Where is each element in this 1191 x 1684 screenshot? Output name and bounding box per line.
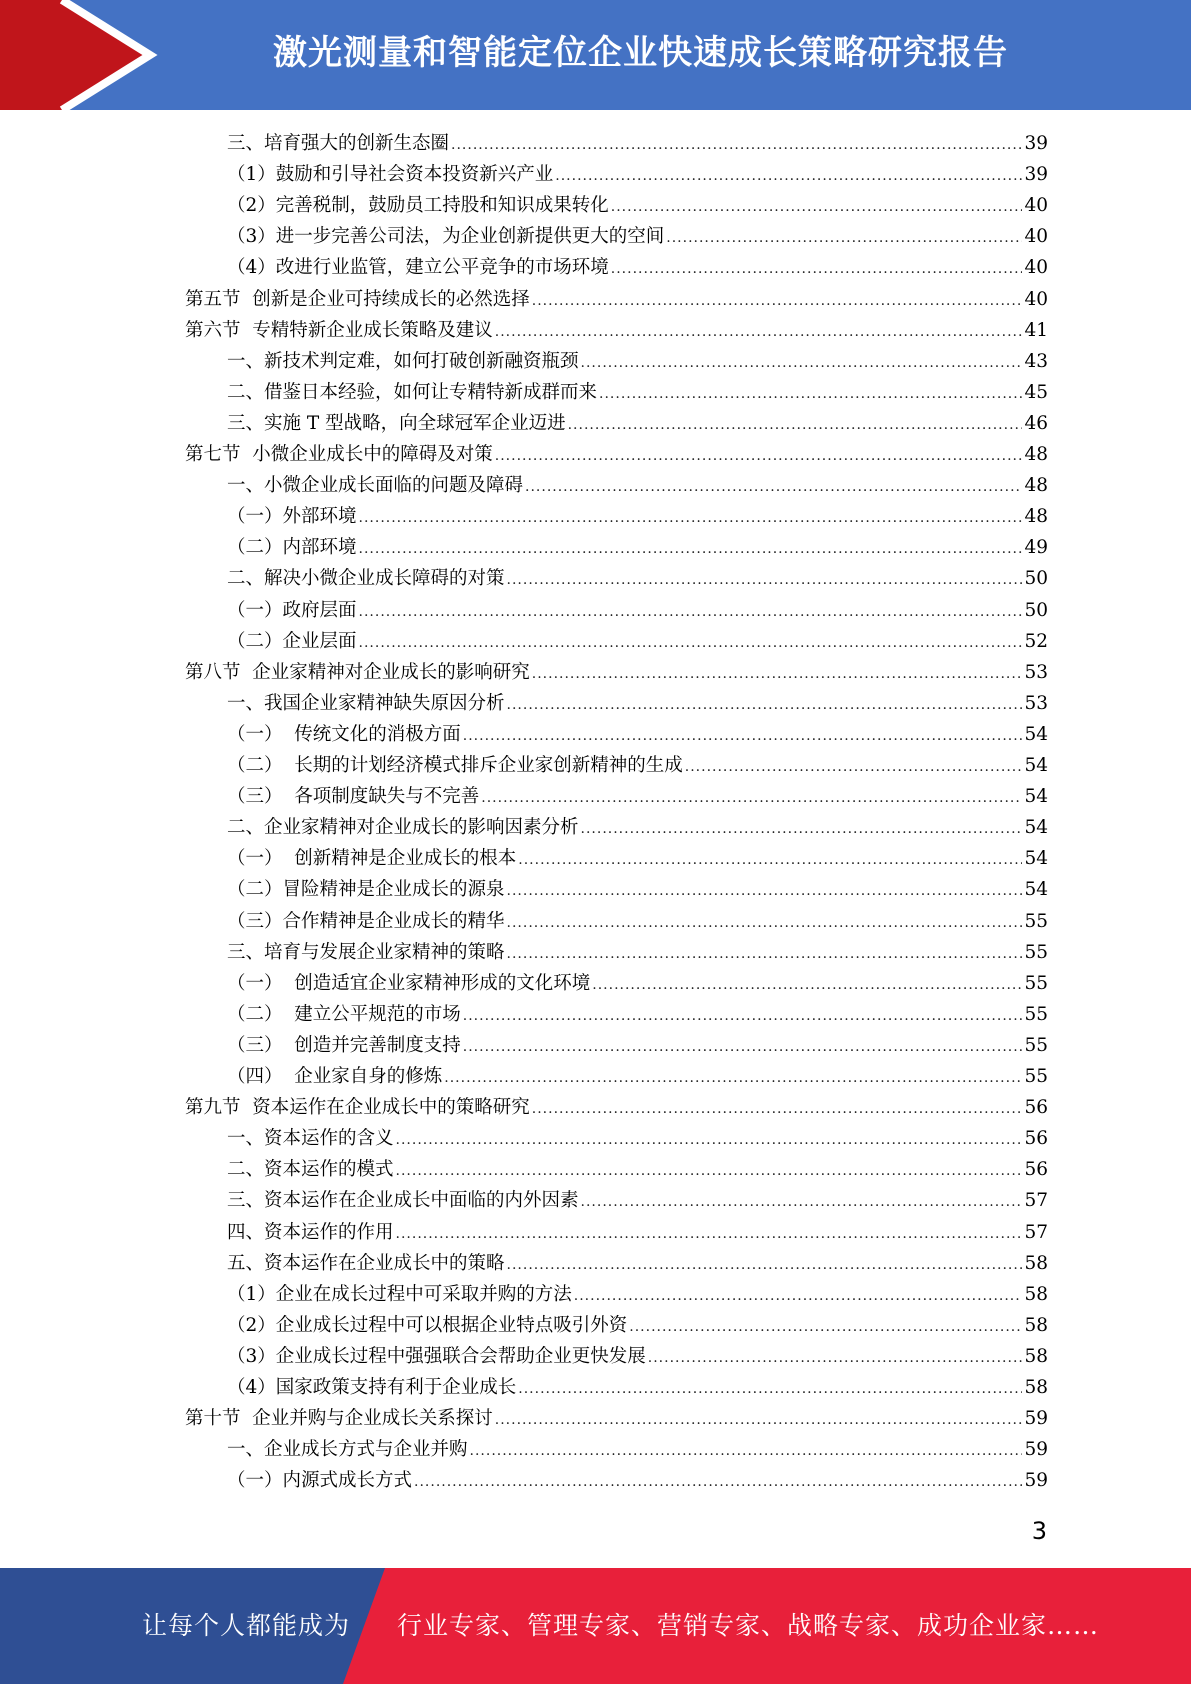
- toc-dot-leader: [507, 1250, 1023, 1281]
- toc-entry[interactable]: [227, 1434, 1048, 1465]
- toc-entry[interactable]: [227, 874, 1048, 905]
- toc-entry-title: 三、实施 T 型战略，向全球冠军企业迈进: [227, 412, 566, 434]
- toc-entry[interactable]: [227, 719, 1048, 750]
- toc-entry[interactable]: [227, 532, 1048, 563]
- toc-entry[interactable]: [185, 439, 1048, 470]
- toc-dot-leader: [581, 348, 1023, 379]
- toc-entry-title: （3）进一步完善公司法，为企业创新提供更大的空间: [227, 226, 665, 248]
- toc-entry[interactable]: [185, 657, 1048, 688]
- toc-dot-leader: [581, 814, 1023, 845]
- page-header: [0, 0, 1191, 110]
- toc-entry-title: （2）企业成长过程中可以根据企业特点吸引外资: [227, 1314, 628, 1336]
- toc-entry[interactable]: [227, 1030, 1048, 1061]
- toc-entry[interactable]: [185, 315, 1048, 346]
- toc-entry[interactable]: [227, 1279, 1048, 1310]
- toc-entry-title: 第七节 小微企业成长中的障碍及对策: [185, 444, 493, 465]
- toc-entry[interactable]: [227, 626, 1048, 657]
- page-footer: [0, 1568, 1191, 1684]
- toc-entry-page: 40: [1024, 257, 1048, 279]
- toc-entry-page: 45: [1024, 381, 1048, 403]
- toc-entry[interactable]: [227, 1154, 1048, 1185]
- toc-dot-leader: [481, 783, 1022, 814]
- toc-entry-page: 48: [1024, 444, 1048, 465]
- footer-slogan: 让每个人都能成为: [142, 1611, 351, 1640]
- toc-entry-title: 一、资本运作的含义: [227, 1128, 394, 1150]
- toc-entry-page: 59: [1024, 1408, 1048, 1430]
- toc-entry-page: 57: [1024, 1190, 1048, 1212]
- toc-dot-leader: [532, 286, 1023, 317]
- toc-entry-page: 55: [1024, 941, 1048, 963]
- toc-dot-leader: [495, 1405, 1023, 1436]
- toc-dot-leader: [532, 1094, 1023, 1125]
- toc-entry-page: 48: [1024, 475, 1048, 497]
- toc-dot-leader: [581, 1187, 1023, 1218]
- toc-entry-title: （二）冒险精神是企业成长的源泉: [227, 879, 505, 901]
- toc-entry[interactable]: [227, 470, 1048, 501]
- toc-entry[interactable]: [227, 1372, 1048, 1403]
- toc-entry-page: 53: [1024, 692, 1048, 714]
- toc-dot-leader: [666, 223, 1022, 254]
- toc-entry-title: （1）企业在成长过程中可采取并购的方法: [227, 1283, 572, 1305]
- toc-entry-page: 50: [1024, 568, 1048, 590]
- toc-entry-page: 57: [1024, 1221, 1048, 1243]
- toc-entry-title: 第九节 资本运作在企业成长中的策略研究: [185, 1097, 530, 1119]
- toc-entry-page: 41: [1024, 319, 1048, 341]
- toc-dot-leader: [495, 441, 1023, 472]
- toc-entry-page: 58: [1024, 1252, 1048, 1274]
- toc-dot-leader: [414, 1467, 1022, 1498]
- toc-entry-title: （三） 各项制度缺失与不完善: [227, 786, 480, 808]
- toc-entry-page: 59: [1024, 1439, 1048, 1461]
- toc-entry-title: （三）合作精神是企业成长的精华: [227, 910, 505, 932]
- toc-entry-title: 第八节 企业家精神对企业成长的影响研究: [185, 661, 530, 683]
- toc-entry-page: 39: [1024, 164, 1048, 186]
- toc-entry-page: 55: [1024, 910, 1048, 932]
- toc-entry[interactable]: [227, 688, 1048, 719]
- toc-entry-page: 53: [1024, 661, 1048, 683]
- toc-entry-page: 40: [1024, 195, 1048, 217]
- footer-roles: 行业专家、管理专家、营销专家、战略专家、成功企业家……: [397, 1611, 1100, 1640]
- toc-entry[interactable]: [185, 1403, 1048, 1434]
- toc-dot-leader: [451, 130, 1022, 161]
- toc-entry[interactable]: [185, 284, 1048, 315]
- toc-entry-page: 58: [1024, 1283, 1048, 1305]
- toc-entry[interactable]: [227, 501, 1048, 532]
- toc-entry[interactable]: [227, 812, 1048, 843]
- toc-entry[interactable]: [227, 1310, 1048, 1341]
- toc-entry-title: （4）改进行业监管，建立公平竞争的市场环境: [227, 257, 609, 279]
- toc-entry-title: 第五节 创新是企业可持续成长的必然选择: [185, 288, 530, 310]
- toc-dot-leader: [507, 876, 1023, 907]
- toc-entry[interactable]: [227, 1341, 1048, 1372]
- toc-entry[interactable]: [227, 750, 1048, 781]
- toc-entry-page: 56: [1024, 1097, 1048, 1119]
- toc-dot-leader: [592, 970, 1022, 1001]
- toc-dot-leader: [463, 1001, 1023, 1032]
- toc-entry-page: 54: [1024, 755, 1048, 776]
- toc-dot-leader: [359, 534, 1023, 565]
- toc-entry-title: 三、培育与发展企业家精神的策略: [227, 941, 505, 963]
- toc-dot-leader: [444, 1063, 1022, 1094]
- toc-entry-title: 第六节 专精特新企业成长策略及建议: [185, 319, 493, 341]
- toc-entry[interactable]: [227, 563, 1048, 594]
- toc-entry[interactable]: [227, 159, 1048, 190]
- toc-entry[interactable]: [227, 408, 1048, 439]
- toc-entry-page: 54: [1024, 848, 1048, 870]
- toc-entry-page: 56: [1024, 1128, 1048, 1150]
- toc-entry-page: 48: [1024, 506, 1048, 528]
- toc-entry-page: 56: [1024, 1159, 1048, 1181]
- toc-entry[interactable]: [227, 999, 1048, 1030]
- toc-entry-page: 58: [1024, 1377, 1048, 1398]
- toc-dot-leader: [574, 1281, 1023, 1312]
- toc-entry-title: （二） 建立公平规范的市场: [227, 1003, 461, 1025]
- toc-entry-title: （一）政府层面: [227, 599, 357, 621]
- toc-dot-leader: [525, 472, 1022, 503]
- toc-entry-title: （一）内源式成长方式: [227, 1470, 413, 1492]
- toc-entry-page: 54: [1024, 879, 1048, 901]
- toc-dot-leader: [359, 503, 1023, 534]
- toc-entry[interactable]: [227, 937, 1048, 968]
- toc-entry[interactable]: [227, 190, 1048, 221]
- toc-dot-leader: [507, 565, 1023, 596]
- toc-entry-title: （二） 长期的计划经济模式排斥企业家创新精神的生成: [227, 755, 683, 776]
- toc-dot-leader: [507, 908, 1023, 939]
- toc-dot-leader: [507, 690, 1023, 721]
- toc-entry-title: （二）企业层面: [227, 630, 357, 652]
- toc-dot-leader: [396, 1219, 1023, 1250]
- toc-entry[interactable]: [227, 252, 1048, 283]
- toc-entry-title: 一、新技术判定难，如何打破创新融资瓶颈: [227, 350, 579, 372]
- toc-entry-title: （2）完善税制，鼓励员工持股和知识成果转化: [227, 195, 609, 217]
- toc-entry-page: 55: [1024, 1003, 1048, 1025]
- toc-entry-title: 一、小微企业成长面临的问题及障碍: [227, 475, 524, 497]
- toc-entry[interactable]: [227, 221, 1048, 252]
- toc-entry-page: 54: [1024, 723, 1048, 745]
- toc-entry-title: （3）企业成长过程中强强联合会帮助企业更快发展: [227, 1345, 646, 1367]
- toc-dot-leader: [568, 410, 1023, 441]
- toc-entry-title: 四、资本运作的作用: [227, 1221, 394, 1243]
- toc-dot-leader: [470, 1436, 1023, 1467]
- toc-entry-title: （三） 创造并完善制度支持: [227, 1034, 461, 1056]
- toc-entry-page: 59: [1024, 1470, 1048, 1492]
- toc-entry-page: 49: [1024, 537, 1048, 559]
- toc-entry-page: 58: [1024, 1345, 1048, 1367]
- toc-entry-title: （1）鼓励和引导社会资本投资新兴产业: [227, 164, 554, 186]
- toc-entry[interactable]: [227, 1061, 1048, 1092]
- toc-dot-leader: [518, 845, 1022, 876]
- toc-entry-page: 39: [1024, 133, 1048, 154]
- toc-dot-leader: [463, 721, 1023, 752]
- toc-entry-title: 一、我国企业家精神缺失原因分析: [227, 692, 505, 714]
- toc-entry[interactable]: [227, 346, 1048, 377]
- toc-dot-leader: [396, 1125, 1023, 1156]
- toc-entry-title: 五、资本运作在企业成长中的策略: [227, 1252, 505, 1274]
- document-title: 激光测量和智能定位企业快速成长策略研究报告: [273, 33, 1008, 73]
- toc-entry-page: 40: [1024, 226, 1048, 248]
- toc-entry-page: 55: [1024, 972, 1048, 994]
- toc-entry-title: 三、资本运作在企业成长中面临的内外因素: [227, 1190, 579, 1212]
- toc-dot-leader: [685, 752, 1023, 783]
- toc-entry-page: 54: [1024, 786, 1048, 808]
- toc-dot-leader: [359, 628, 1023, 659]
- toc-entry[interactable]: [227, 595, 1048, 626]
- toc-entry-title: （四） 企业家自身的修炼: [227, 1066, 443, 1087]
- toc-entry-page: 40: [1024, 288, 1048, 310]
- toc-entry[interactable]: [227, 377, 1048, 408]
- toc-dot-leader: [463, 1032, 1023, 1063]
- toc-dot-leader: [599, 379, 1022, 410]
- toc-entry-title: 二、解决小微企业成长障碍的对策: [227, 568, 505, 590]
- toc-dot-leader: [507, 939, 1023, 970]
- toc-entry-page: 55: [1024, 1066, 1048, 1087]
- toc-entry[interactable]: [227, 1217, 1048, 1248]
- toc-entry[interactable]: [227, 128, 1048, 159]
- toc-entry-title: 二、资本运作的模式: [227, 1159, 394, 1181]
- toc-entry-title: （一）外部环境: [227, 506, 357, 528]
- toc-dot-leader: [611, 192, 1023, 223]
- toc-dot-leader: [611, 254, 1023, 285]
- page-number: 3: [1031, 1517, 1047, 1545]
- toc-entry-page: 46: [1024, 412, 1048, 434]
- toc-entry-page: 52: [1024, 630, 1048, 652]
- toc-dot-leader: [518, 1374, 1022, 1405]
- toc-entry[interactable]: [227, 1123, 1048, 1154]
- toc-entry[interactable]: [227, 968, 1048, 999]
- toc-entry[interactable]: [185, 1092, 1048, 1123]
- toc-dot-leader: [555, 161, 1022, 192]
- toc-entry-title: （二）内部环境: [227, 537, 357, 559]
- toc-entry[interactable]: [227, 1465, 1048, 1496]
- toc-entry[interactable]: [227, 1248, 1048, 1279]
- toc-entry-title: 一、企业成长方式与企业并购: [227, 1439, 468, 1461]
- toc-entry-page: 55: [1024, 1034, 1048, 1056]
- toc-entry[interactable]: [227, 906, 1048, 937]
- toc-dot-leader: [359, 597, 1023, 628]
- toc-entry-page: 58: [1024, 1314, 1048, 1336]
- toc-entry-page: 50: [1024, 599, 1048, 621]
- toc-entry-page: 43: [1024, 350, 1048, 372]
- toc-entry-title: （一） 创造适宜企业家精神形成的文化环境: [227, 972, 591, 994]
- toc-dot-leader: [396, 1156, 1023, 1187]
- toc-dot-leader: [532, 659, 1023, 690]
- toc-entry-title: （一） 创新精神是企业成长的根本: [227, 848, 517, 870]
- toc-dot-leader: [629, 1312, 1022, 1343]
- toc-entry-title: 三、培育强大的创新生态圈: [227, 133, 450, 154]
- toc-entry[interactable]: [227, 843, 1048, 874]
- toc-dot-leader: [495, 317, 1023, 348]
- toc-entry-title: 二、借鉴日本经验，如何让专精特新成群而来: [227, 381, 598, 403]
- toc-entry-page: 54: [1024, 817, 1048, 839]
- toc-entry[interactable]: [227, 1185, 1048, 1216]
- toc-entry[interactable]: [227, 781, 1048, 812]
- toc-dot-leader: [648, 1343, 1023, 1374]
- toc-entry-title: （4）国家政策支持有利于企业成长: [227, 1377, 517, 1398]
- toc-entry-title: （一） 传统文化的消极方面: [227, 723, 461, 745]
- toc-entry-title: 二、企业家精神对企业成长的影响因素分析: [227, 817, 579, 839]
- toc-entry-title: 第十节 企业并购与企业成长关系探讨: [185, 1408, 493, 1430]
